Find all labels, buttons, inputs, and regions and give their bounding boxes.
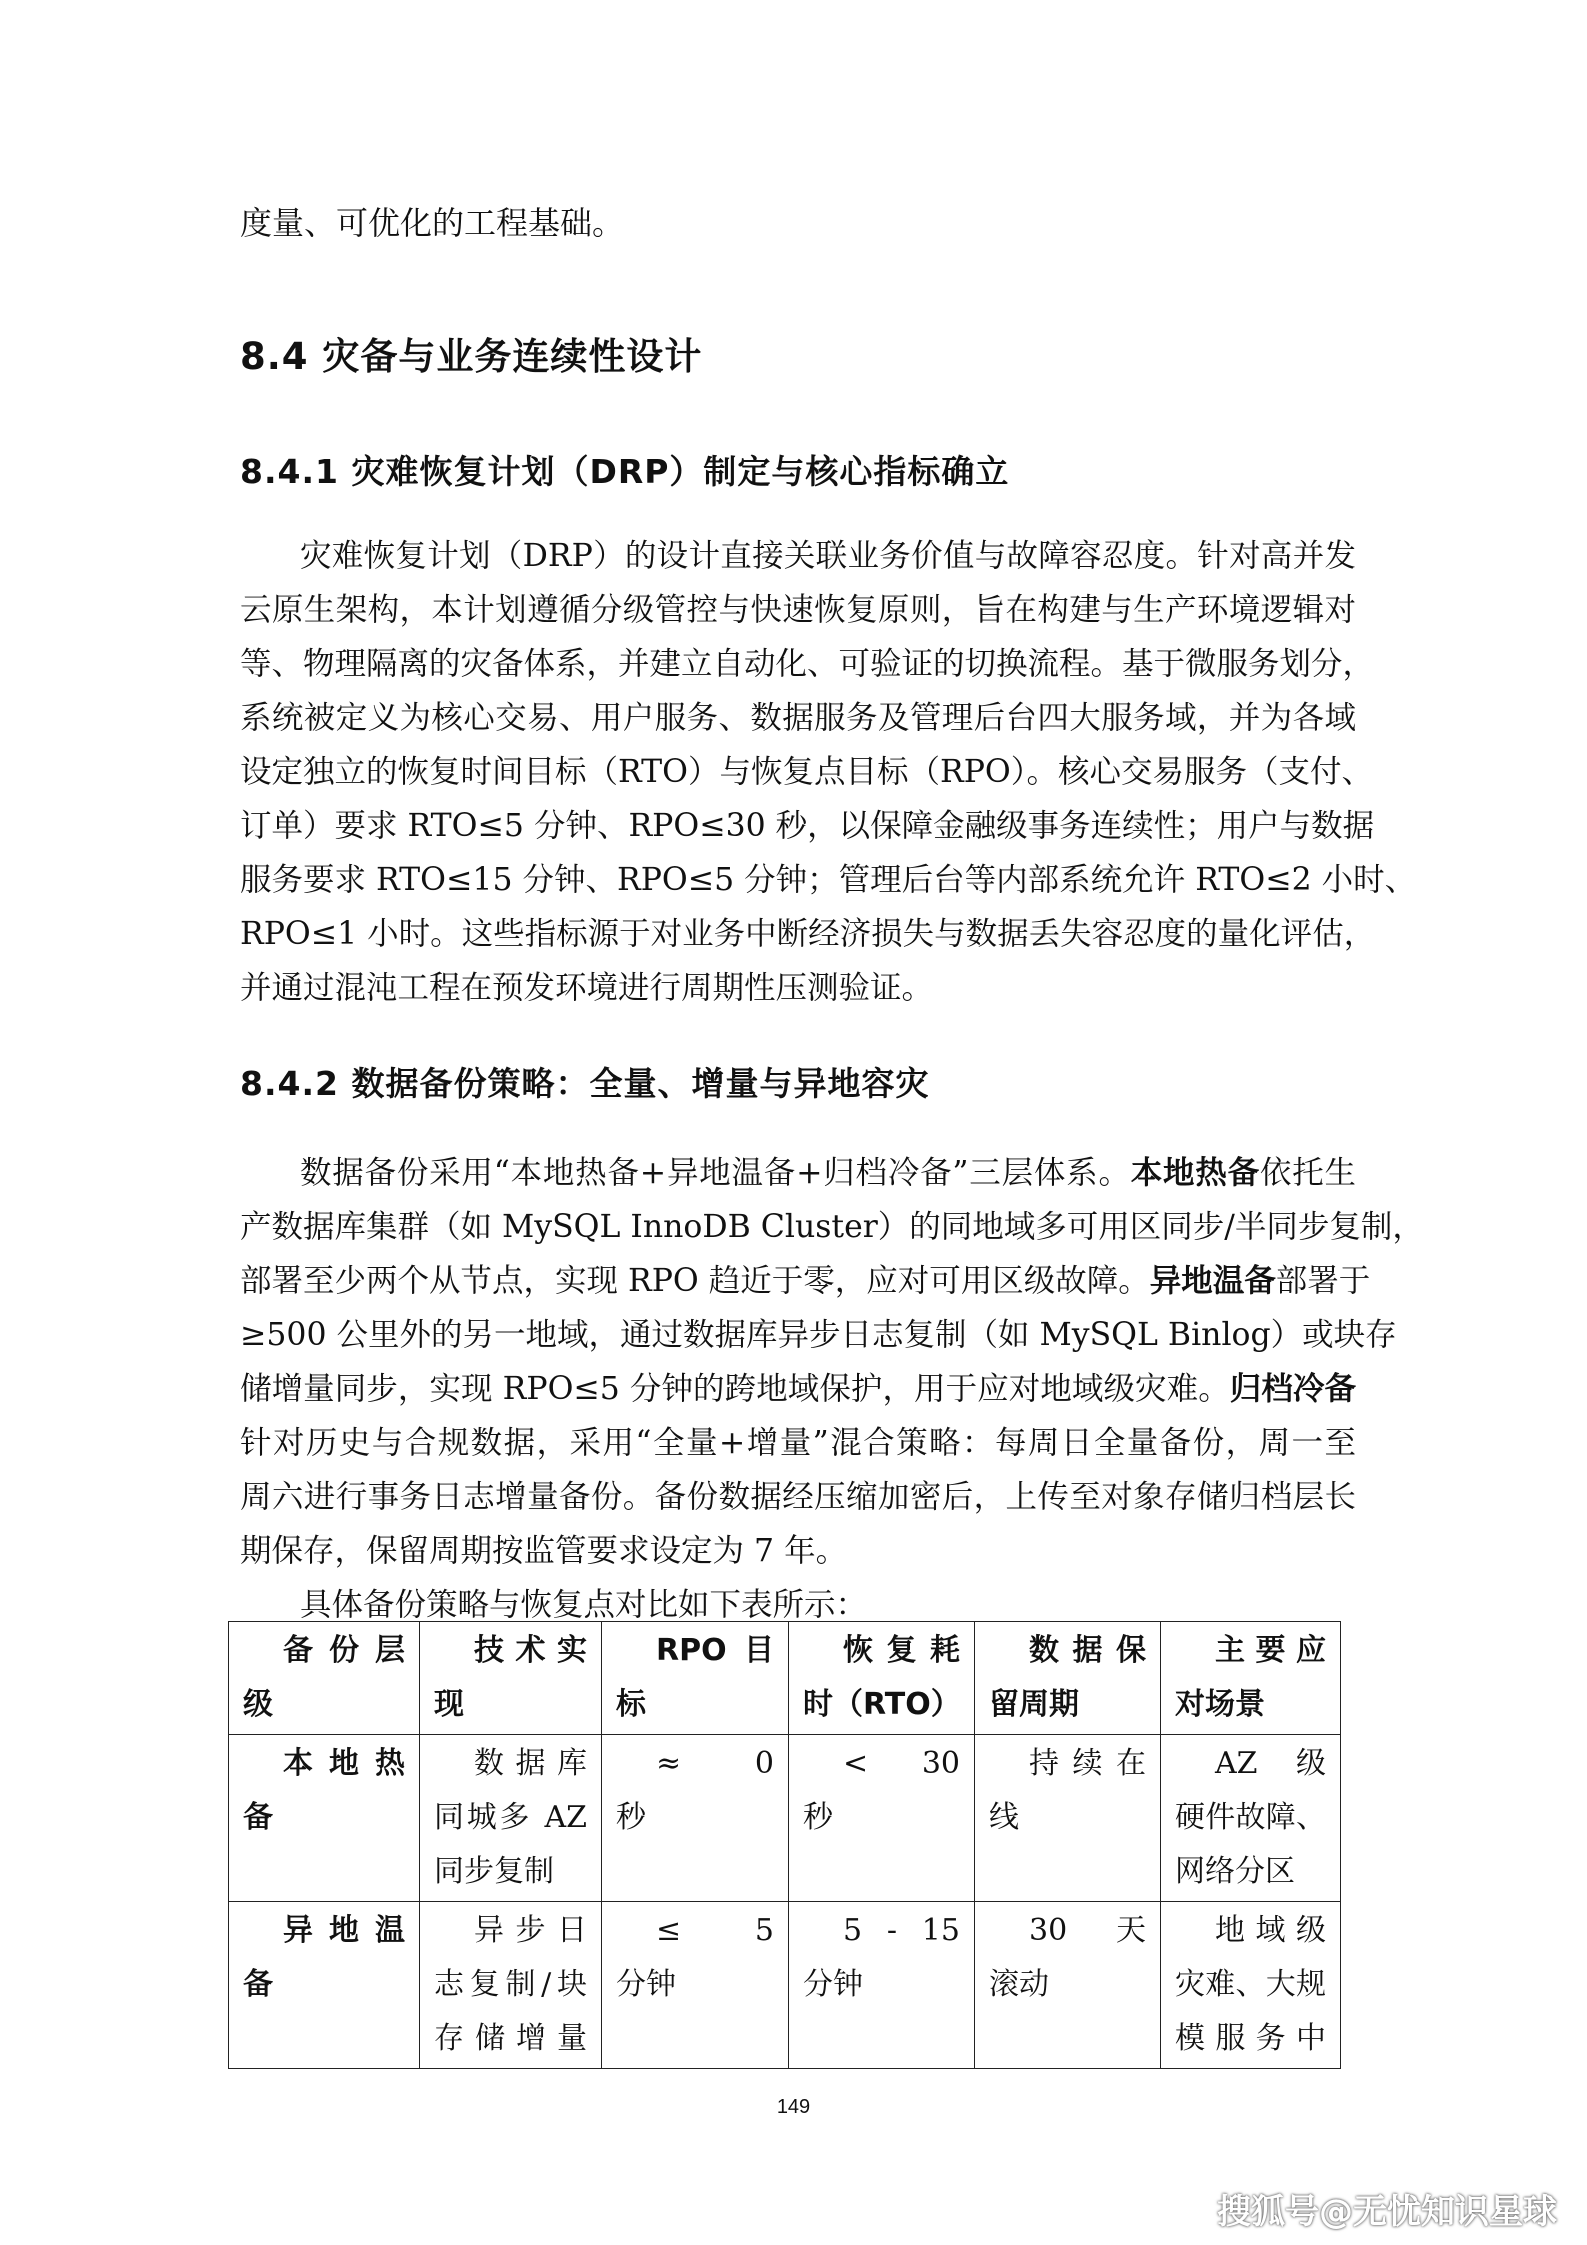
cell-line: 留周期 — [989, 1687, 1079, 1722]
table-cell — [789, 1902, 975, 2069]
cell-line: ≤ 5 — [656, 1913, 774, 1948]
cell-line: 异地温 — [283, 1913, 405, 1948]
bold-term: 归档冷备 — [1229, 1371, 1356, 1407]
cell-line: 志复制/块 — [434, 1967, 587, 2002]
header-cell — [789, 1622, 975, 1735]
text-line: 等、物理隔离的灾备体系，并建立自动化、可验证的切换流程。基于微服务划分， — [240, 646, 1375, 682]
text-line: RPO≤1 小时。这些指标源于对业务中断经济损失与数据丢失容忍度的量化评估， — [240, 916, 1376, 952]
cell-line: 数据保 — [1029, 1633, 1146, 1668]
cell-line: 5 - 15 — [843, 1913, 960, 1948]
cell-line: ≈ 0 — [656, 1746, 774, 1781]
table-row — [229, 1902, 1341, 2069]
text-line — [240, 1362, 1356, 1416]
paragraph-backup — [240, 1146, 1424, 1578]
cell-line: 灾难、大规 — [1175, 1967, 1326, 2002]
text-line: 期保存，保留周期按监管要求设定为 7 年。 — [240, 1533, 848, 1569]
cell-line: 备 — [243, 1967, 273, 2002]
paragraph-drp — [240, 529, 1417, 1015]
cell-line: 存储增量 — [434, 2021, 587, 2056]
cell-line: 地域级 — [1215, 1913, 1326, 1948]
table-caption: 具体备份策略与恢复点对比如下表所示： — [300, 1587, 868, 1623]
backup-strategy-table — [228, 1621, 1341, 2069]
section-heading: 8.4 灾备与业务连续性设计 — [240, 335, 703, 378]
table-cell — [1161, 1735, 1341, 1902]
text-run: 部署于 — [1275, 1263, 1371, 1299]
cell-line: 分钟 — [616, 1967, 676, 2002]
header-cell — [1161, 1622, 1341, 1735]
cell-line: 技术实 — [474, 1633, 587, 1668]
table-cell — [420, 1902, 602, 2069]
cell-line: 备份层 — [283, 1633, 405, 1668]
header-cell — [229, 1622, 420, 1735]
text-line: 设定独立的恢复时间目标（RTO）与恢复点目标（RPO）。核心交易服务（支付、 — [240, 754, 1373, 790]
text-run: 依托生 — [1259, 1155, 1356, 1191]
table-cell — [420, 1735, 602, 1902]
subsection-heading-8-4-2: 8.4.2 数据备份策略：全量、增量与异地容灾 — [240, 1064, 930, 1103]
header-cell — [420, 1622, 602, 1735]
cell-line: 同城多 AZ — [434, 1800, 587, 1835]
text-line: 云原生架构，本计划遵循分级管控与快速恢复原则，旨在构建与生产环境逻辑对 — [240, 592, 1356, 628]
table-cell — [789, 1735, 975, 1902]
cell-line: 同步复制 — [434, 1854, 554, 1889]
text-line: 并通过混沌工程在预发环境进行周期性压测验证。 — [240, 970, 934, 1006]
text-run: 储增量同步，实现 RPO≤5 分钟的跨地域保护，用于应对地域级灾难。 — [240, 1371, 1230, 1407]
cell-line: 级 — [243, 1687, 273, 1722]
cell-line: 模服务中 — [1175, 2021, 1326, 2056]
cell-line: 主要应 — [1215, 1633, 1326, 1668]
table-row — [229, 1735, 1341, 1902]
text-line: 灾难恢复计划（DRP）的设计直接关联业务价值与故障容忍度。针对高并发 — [300, 538, 1356, 574]
header-cell — [602, 1622, 789, 1735]
cell-line: 硬件故障、 — [1175, 1800, 1326, 1835]
cell-line: 本地热 — [283, 1746, 405, 1781]
bold-term: 异地温备 — [1149, 1263, 1276, 1299]
cell-line: AZ 级 — [1215, 1746, 1326, 1781]
cell-line: 持续在 — [1029, 1746, 1146, 1781]
cell-line: 分钟 — [803, 1967, 863, 2002]
table-cell — [602, 1902, 789, 2069]
table-cell — [975, 1735, 1161, 1902]
cell-line: 时（RTO） — [803, 1687, 961, 1722]
table-cell — [975, 1902, 1161, 2069]
cell-line: 30 天 — [1029, 1913, 1146, 1948]
cell-line: 对场景 — [1175, 1687, 1265, 1722]
cell-line: RPO 目 — [656, 1633, 774, 1668]
table-cell — [229, 1902, 420, 2069]
watermark: 搜狐号@无忧知识星球 — [1217, 2192, 1557, 2232]
text-line — [240, 1254, 1371, 1308]
table-cell — [602, 1735, 789, 1902]
cell-line: 备 — [243, 1800, 273, 1835]
bold-term: 本地热备 — [1130, 1155, 1260, 1191]
table-cell — [229, 1735, 420, 1902]
cell-line: 数据库 — [474, 1746, 587, 1781]
text-run: 部署至少两个从节点，实现 RPO 趋近于零，应对可用区级故障。 — [240, 1263, 1150, 1299]
cell-line: < 30 — [843, 1746, 960, 1781]
page-number: 149 — [776, 2096, 811, 2118]
text-line — [240, 1146, 1356, 1200]
text-line: 针对历史与合规数据，采用“全量+增量”混合策略：每周日全量备份，周一至 — [240, 1425, 1356, 1461]
text-line: 订单）要求 RTO≤5 分钟、RPO≤30 秒，以保障金融级事务连续性；用户与数据 — [240, 808, 1375, 844]
cell-line: 恢复耗 — [843, 1633, 960, 1668]
header-cell — [975, 1622, 1161, 1735]
cell-line: 异步日 — [474, 1913, 587, 1948]
table-cell — [1161, 1902, 1341, 2069]
subsection-heading-8-4-1: 8.4.1 灾难恢复计划（DRP）制定与核心指标确立 — [240, 452, 1010, 491]
text-line: 周六进行事务日志增量备份。备份数据经压缩加密后，上传至对象存储归档层长 — [240, 1479, 1356, 1515]
text-run: 数据备份采用“本地热备+异地温备+归档冷备”三层体系。 — [300, 1155, 1131, 1191]
text-line: 产数据库集群（如 MySQL InnoDB Cluster）的同地域多可用区同步/半同步复制， — [240, 1209, 1424, 1245]
cell-line: 现 — [434, 1687, 464, 1722]
cell-line: 秒 — [803, 1800, 833, 1835]
cell-line: 秒 — [616, 1800, 646, 1835]
cell-line: 标 — [616, 1687, 646, 1722]
text-line: 系统被定义为核心交易、用户服务、数据服务及管理后台四大服务域，并为各域 — [240, 700, 1356, 736]
cell-line: 滚动 — [989, 1967, 1049, 2002]
text-line: 服务要求 RTO≤15 分钟、RPO≤5 分钟；管理后台等内部系统允许 RTO≤2 小时、 — [240, 862, 1417, 898]
text-line: ≥500 公里外的另一地域，通过数据库异步日志复制（如 MySQL Binlog）或块存 — [240, 1317, 1397, 1353]
lead-line: 度量、可优化的工程基础。 — [240, 204, 625, 242]
cell-line: 线 — [989, 1800, 1019, 1835]
cell-line: 网络分区 — [1175, 1854, 1295, 1889]
table-header-row — [229, 1622, 1341, 1735]
